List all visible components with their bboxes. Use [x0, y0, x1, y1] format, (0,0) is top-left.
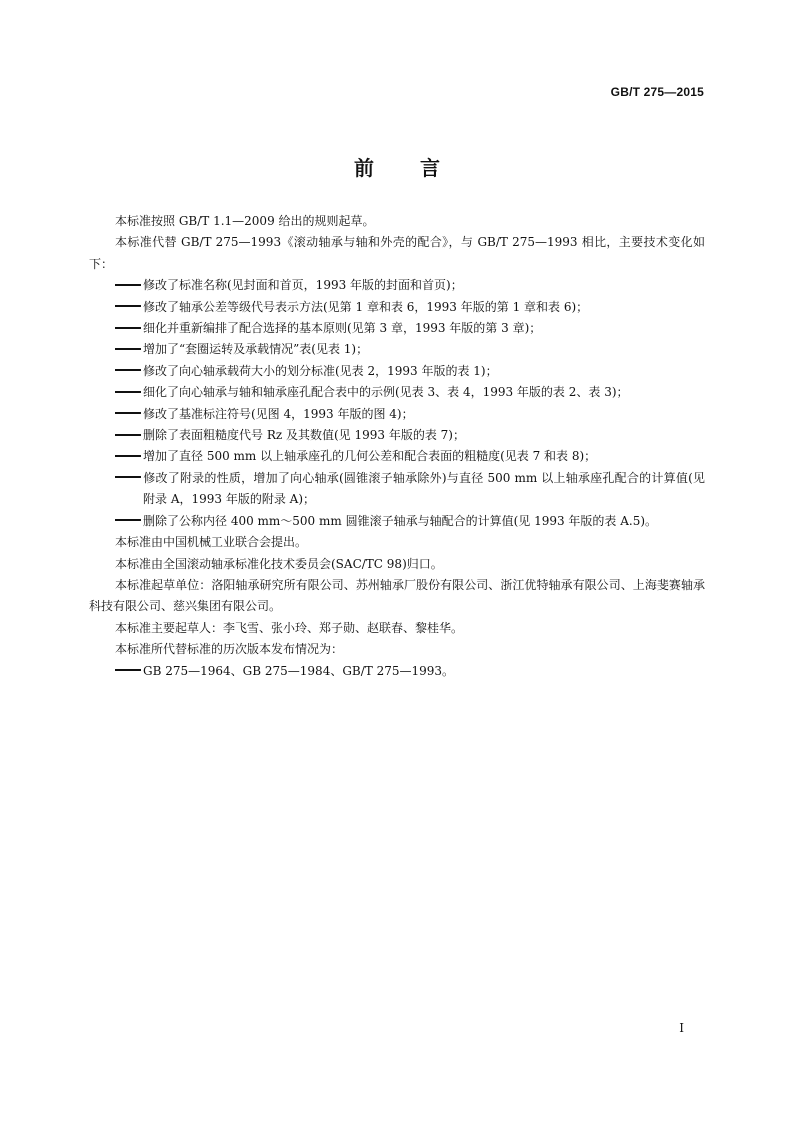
title-char-2: 言	[420, 156, 440, 180]
change-item	[89, 339, 705, 360]
change-text: 增加了“套圈运转及承载情况”表(见表 1)；	[143, 342, 369, 357]
change-text: 修改了基准标注符号(见图 4，1993 年版的图 4)；	[143, 406, 414, 421]
paragraph-committee: 本标准由全国滚动轴承标准化技术委员会(SAC/TC 98)归口。	[115, 556, 443, 571]
em-dash-bullet	[115, 348, 141, 350]
page-number: I	[679, 1021, 684, 1035]
preface-body	[89, 211, 705, 682]
change-text: 修改了向心轴承载荷大小的划分标准(见表 2，1993 年版的表 1)；	[143, 363, 498, 378]
change-text: 修改了轴承公差等级代号表示方法(见第 1 章和表 6，1993 年版的第 1 章和表 6)；	[143, 299, 589, 314]
em-dash-bullet	[115, 305, 141, 307]
change-text: 细化了向心轴承与轴和轴承座孔配合表中的示例(见表 3、表 4，1993 年版的表 2、表 3)；	[143, 385, 629, 400]
change-text: 细化并重新编排了配合选择的基本原则(见第 3 章，1993 年版的第 3 章)；	[143, 321, 542, 336]
em-dash-bullet	[115, 476, 141, 478]
change-item	[89, 404, 705, 425]
change-text: 修改了附录的性质，增加了向心轴承(圆锥滚子轴承除外)与直径 500 mm 以上轴承座孔配合的计算值(见附录 A，1993 年版的附录 A)；	[143, 470, 705, 507]
paragraph-drafting-units: 本标准起草单位：洛阳轴承研究所有限公司、苏州轴承厂股份有限公司、浙江优特轴承有限公司、上海斐赛轴承科技有限公司、慈兴集团有限公司。	[89, 577, 705, 614]
change-text: 删除了公称内径 400 mm～500 mm 圆锥滚子轴承与轴配合的计算值(见 1993 年版的表 A.5)。	[143, 513, 658, 528]
em-dash-bullet	[115, 669, 141, 671]
paragraph-replacement: 本标准代替 GB/T 275—1993《滚动轴承与轴和外壳的配合》，与 GB/T 275—1993 相比，主要技术变化如下：	[89, 235, 705, 271]
change-text: 增加了直径 500 mm 以上轴承座孔的几何公差和配合表面的粗糙度(见表 7 和表 8)；	[143, 449, 597, 464]
em-dash-bullet	[115, 284, 141, 286]
change-text: 删除了表面粗糙度代号 Rz 及其数值(见 1993 年版的表 7)；	[143, 428, 465, 443]
history-item	[89, 661, 705, 682]
change-item	[89, 297, 705, 318]
title-char-1: 前	[354, 156, 374, 180]
change-text: 修改了标准名称(见封面和首页，1993 年版的封面和首页)；	[143, 278, 463, 293]
em-dash-bullet	[115, 412, 141, 414]
change-item	[89, 425, 705, 446]
paragraph-drafters: 本标准主要起草人：李飞雪、张小玲、郑子勋、赵联春、黎桂华。	[115, 620, 464, 635]
change-item	[89, 446, 705, 467]
change-item	[89, 318, 705, 339]
change-item	[89, 511, 705, 532]
change-item	[89, 275, 705, 296]
em-dash-bullet	[115, 391, 141, 393]
change-item	[89, 361, 705, 382]
page-title	[0, 152, 794, 181]
paragraph-proposer: 本标准由中国机械工业联合会提出。	[115, 535, 308, 550]
em-dash-bullet	[115, 369, 141, 371]
em-dash-bullet	[115, 519, 141, 521]
paragraph-history-intro: 本标准所代替标准的历次版本发布情况为：	[115, 642, 344, 657]
change-item	[89, 468, 705, 511]
change-item	[89, 382, 705, 403]
em-dash-bullet	[115, 327, 141, 329]
em-dash-bullet	[115, 434, 141, 436]
standard-code: GB/T 275—2015	[610, 85, 704, 99]
em-dash-bullet	[115, 455, 141, 457]
history-text: GB 275—1964、GB 275—1984、GB/T 275—1993。	[143, 663, 455, 678]
paragraph-drafting-rules: 本标准按照 GB/T 1.1—2009 给出的规则起草。	[115, 214, 375, 228]
